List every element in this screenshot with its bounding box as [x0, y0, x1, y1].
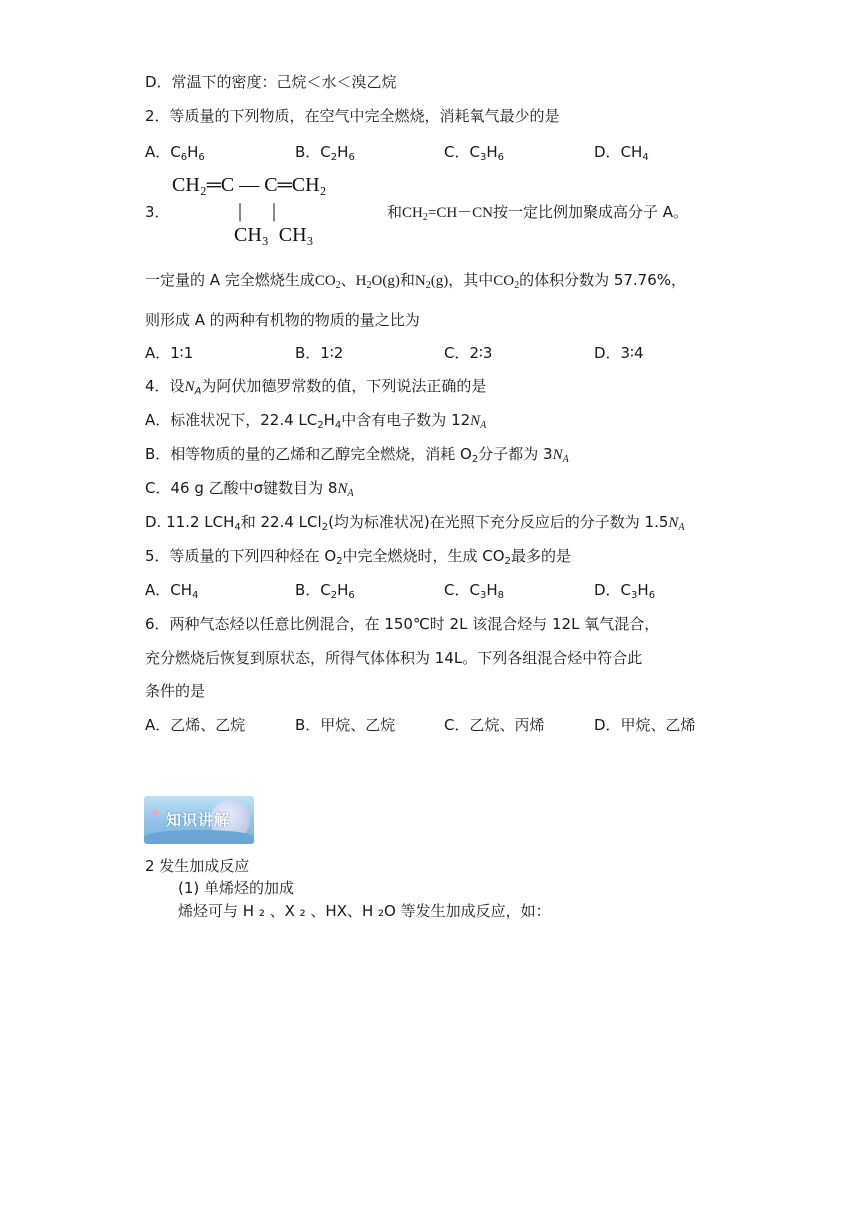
- q3-line3: 则形成 A 的两种有机物的物质的量之比为: [145, 311, 420, 329]
- q6-option-a: A．乙烯、乙烷: [145, 716, 246, 734]
- q3-line2: 一定量的 A 完全燃烧生成$CO_2$、$H_2O(g)$和$N_2(g)$，其中$CO_2$的体积分数为 57.76%，: [145, 271, 687, 291]
- q3-option-d: D．3∶4: [594, 344, 644, 362]
- wave-decoration: [144, 830, 254, 844]
- q3-monomer-text: 和$CH_2=CH-CN$按一定比例加聚成高分子 A。: [387, 203, 689, 223]
- dot-decoration: [152, 810, 158, 816]
- q6-line3: 条件的是: [145, 682, 206, 700]
- q3-option-b: B．1∶2: [295, 344, 344, 362]
- q2-option-c: C．$C_3H_6$: [444, 143, 504, 163]
- q5-option-c: C．$C_3H_8$: [444, 581, 504, 601]
- q4-option-a: A．标准状况下，22.4 $LC_2H_4$中含有电子数为 $12N_A$: [145, 411, 487, 431]
- q2-stem: 2．等质量的下列物质，在空气中完全燃烧，消耗氧气最少的是: [145, 107, 560, 125]
- q4-option-b: B．相等物质的量的乙烯和乙醇完全燃烧，消耗 $O_2$分子都为 $3N_A$: [145, 445, 569, 465]
- q5-option-b: B．$C_2H_6$: [295, 581, 355, 601]
- q2-option-b: B．$C_2H_6$: [295, 143, 355, 163]
- q3-option-c: C．2∶3: [444, 344, 493, 362]
- q3-structure: [172, 174, 372, 250]
- q6-option-b: B．甲烷、乙烷: [295, 716, 396, 734]
- q4-stem: 4．设$N_A$为阿伏加德罗常数的值，下列说法正确的是: [145, 377, 487, 397]
- knowledge-badge: [144, 796, 254, 844]
- q3-structure-top: CH₂═C — C═CH₂: [172, 174, 327, 196]
- q4-option-d: D. 11.2 $LCH_4$和 22.4 LCl$_2$(均为标准状况)在光照下充分反应后的分子数为 $1.5N_A$: [145, 513, 685, 533]
- q3-option-a: A．1∶1: [145, 344, 194, 362]
- q6-option-d: D．甲烷、乙烯: [594, 716, 696, 734]
- q3-number: 3．: [145, 203, 170, 221]
- q5-stem: 5．等质量的下列四种烃在 $O_2$中完全燃烧时，生成 $CO_2$最多的是: [145, 547, 571, 567]
- q4-option-c: C．46 g 乙酸中σ键数目为 $8N_A$: [145, 479, 354, 499]
- q1-option-d: D．常温下的密度：己烷＜水＜溴乙烷: [145, 73, 397, 91]
- section-text: 烯烃可与 H ₂ 、X ₂ 、HX、H ₂O 等发生加成反应，如：: [178, 902, 551, 920]
- q5-option-a: A．$CH_4$: [145, 581, 199, 601]
- section-heading: 2 发生加成反应: [145, 857, 250, 875]
- q6-option-c: C．乙烷、丙烯: [444, 716, 545, 734]
- q6-line1: 6．两种气态烃以任意比例混合，在 150℃时 2L 该混合烃与 12L 氧气混合，: [145, 615, 660, 633]
- badge-label: 知识讲解: [166, 811, 231, 829]
- q3-structure-bonds: | |: [238, 200, 277, 222]
- q5-option-d: D．$C_3H_6$: [594, 581, 656, 601]
- q2-option-d: D．$CH_4$: [594, 143, 649, 163]
- q3-structure-bottom: CH₃ CH₃: [234, 224, 314, 246]
- q6-line2: 充分燃烧后恢复到原状态，所得气体体积为 14L。下列各组混合烃中符合此: [145, 649, 643, 667]
- section-subheading: (1) 单烯烃的加成: [178, 879, 295, 897]
- q2-option-a: A．$C_6H_6$: [145, 143, 205, 163]
